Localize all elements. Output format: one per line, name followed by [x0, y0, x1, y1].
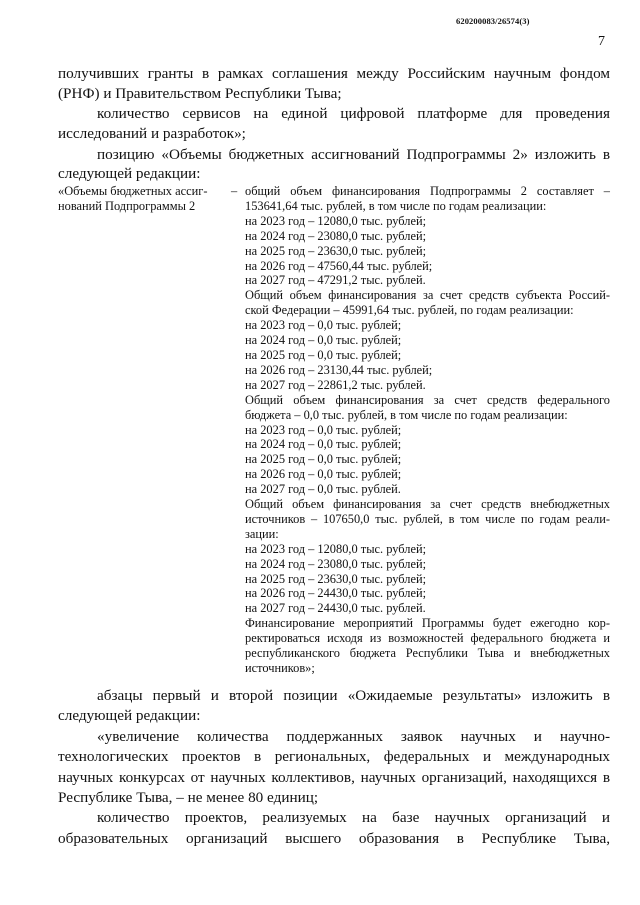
paragraph-line: получивших гранты в рамках соглашения между Российским научным фондом [58, 65, 610, 82]
table-line: ректироваться исходя из возможностей федерального бюджета и [245, 631, 610, 646]
paragraph-line: (РНФ) и Правительством Республики Тыва; [58, 85, 342, 102]
paragraph-line: количество сервисов на единой цифровой платформе для проведения [97, 105, 610, 122]
table-dash: – [231, 184, 238, 198]
table-line: на 2026 год – 47560,44 тыс. рублей; [245, 258, 433, 273]
table-line: Финансирование мероприятий Программы будет ежегодно кор- [245, 616, 610, 631]
table-line: на 2025 год – 0,0 тыс. рублей; [245, 452, 402, 467]
table-line: на 2025 год – 0,0 тыс. рублей; [245, 347, 402, 362]
paragraph-line: количество проектов, реализуемых на базе научных организаций и [97, 809, 610, 826]
table-right-content [245, 184, 610, 676]
paragraph-line: следующей редакции: [58, 165, 201, 182]
table-line: на 2027 год – 47291,2 тыс. рублей. [245, 273, 426, 288]
table-line: на 2024 год – 23080,0 тыс. рублей; [245, 228, 427, 243]
table-line: на 2024 год – 0,0 тыс. рублей; [245, 333, 402, 348]
table-line: Общий объем финансирования за счет средств федерального [245, 392, 610, 407]
table-line: на 2026 год – 0,0 тыс. рублей; [245, 467, 402, 482]
table-line: на 2023 год – 12080,0 тыс. рублей; [245, 213, 427, 228]
table-line: на 2025 год – 23630,0 тыс. рублей; [245, 571, 427, 586]
table-left-label-line: нований Подпрограммы 2 [58, 198, 196, 213]
table-line: на 2027 год – 24430,0 тыс. рублей. [245, 601, 426, 616]
table-line: на 2027 год – 22861,2 тыс. рублей. [245, 377, 426, 392]
table-line: источников»; [245, 661, 315, 675]
table-line: общий объем финансирования Подпрограммы 2 составляет – [245, 184, 610, 198]
table-line: на 2024 год – 23080,0 тыс. рублей; [245, 556, 427, 571]
table-line: 153641,64 тыс. рублей, в том числе по годам реализации: [245, 198, 547, 213]
paragraph-line: Республике Тыва, – не менее 80 единиц; [58, 789, 319, 806]
table-line: зации: [245, 526, 279, 541]
paragraph-line: научных конкурсах от научных коллективов, научных организаций, находящихся в [58, 769, 610, 786]
paragraph-line: образовательных организаций высшего образования в Республике Тыва, [58, 830, 610, 847]
table-line: на 2025 год – 23630,0 тыс. рублей; [245, 243, 427, 258]
table-line: на 2024 год – 0,0 тыс. рублей; [245, 437, 402, 452]
table-line: Общий объем финансирования за счет средств субъекта Россий- [245, 288, 610, 303]
table-left-label [58, 184, 238, 214]
paragraph-line: исследований и разработок»; [58, 125, 246, 142]
table-line: ской Федерации – 45991,64 тыс. рублей, по годам реализации: [245, 303, 574, 318]
paragraph-line: позицию «Объемы бюджетных ассигнований Подпрограммы 2» изложить в [97, 146, 610, 163]
table-line: Общий объем финансирования за счет средств внебюджетных [245, 497, 610, 512]
paragraph-line: следующей редакции: [58, 707, 201, 724]
table-line: источников – 107650,0 тыс. рублей, в том числе по годам реали- [245, 511, 610, 526]
table-line: республиканского бюджета Республики Тыва и внебюджетных [245, 646, 610, 661]
table-left-label-line: «Объемы бюджетных ассиг- [58, 184, 208, 198]
paragraph-line: абзацы первый и второй позиции «Ожидаемые результаты» изложить в [97, 687, 610, 704]
paragraph-line: технологических проектов в региональных, федеральных и международных [58, 748, 610, 765]
paragraph-line: «увеличение количества поддержанных заявок научных и научно- [97, 728, 610, 745]
table-line: на 2026 год – 23130,44 тыс. рублей; [245, 362, 433, 377]
table-line: на 2026 год – 24430,0 тыс. рублей; [245, 586, 427, 601]
table-line: на 2023 год – 0,0 тыс. рублей; [245, 422, 402, 437]
table-line: на 2023 год – 0,0 тыс. рублей; [245, 318, 402, 333]
table-line: на 2023 год – 12080,0 тыс. рублей; [245, 541, 427, 556]
document-id: 620200083/26574(3) [456, 16, 530, 26]
page-number: 7 [598, 34, 605, 49]
table-line: на 2027 год – 0,0 тыс. рублей. [245, 482, 401, 497]
table-line: бюджета – 0,0 тыс. рублей, в том числе по годам реализации: [245, 407, 568, 422]
